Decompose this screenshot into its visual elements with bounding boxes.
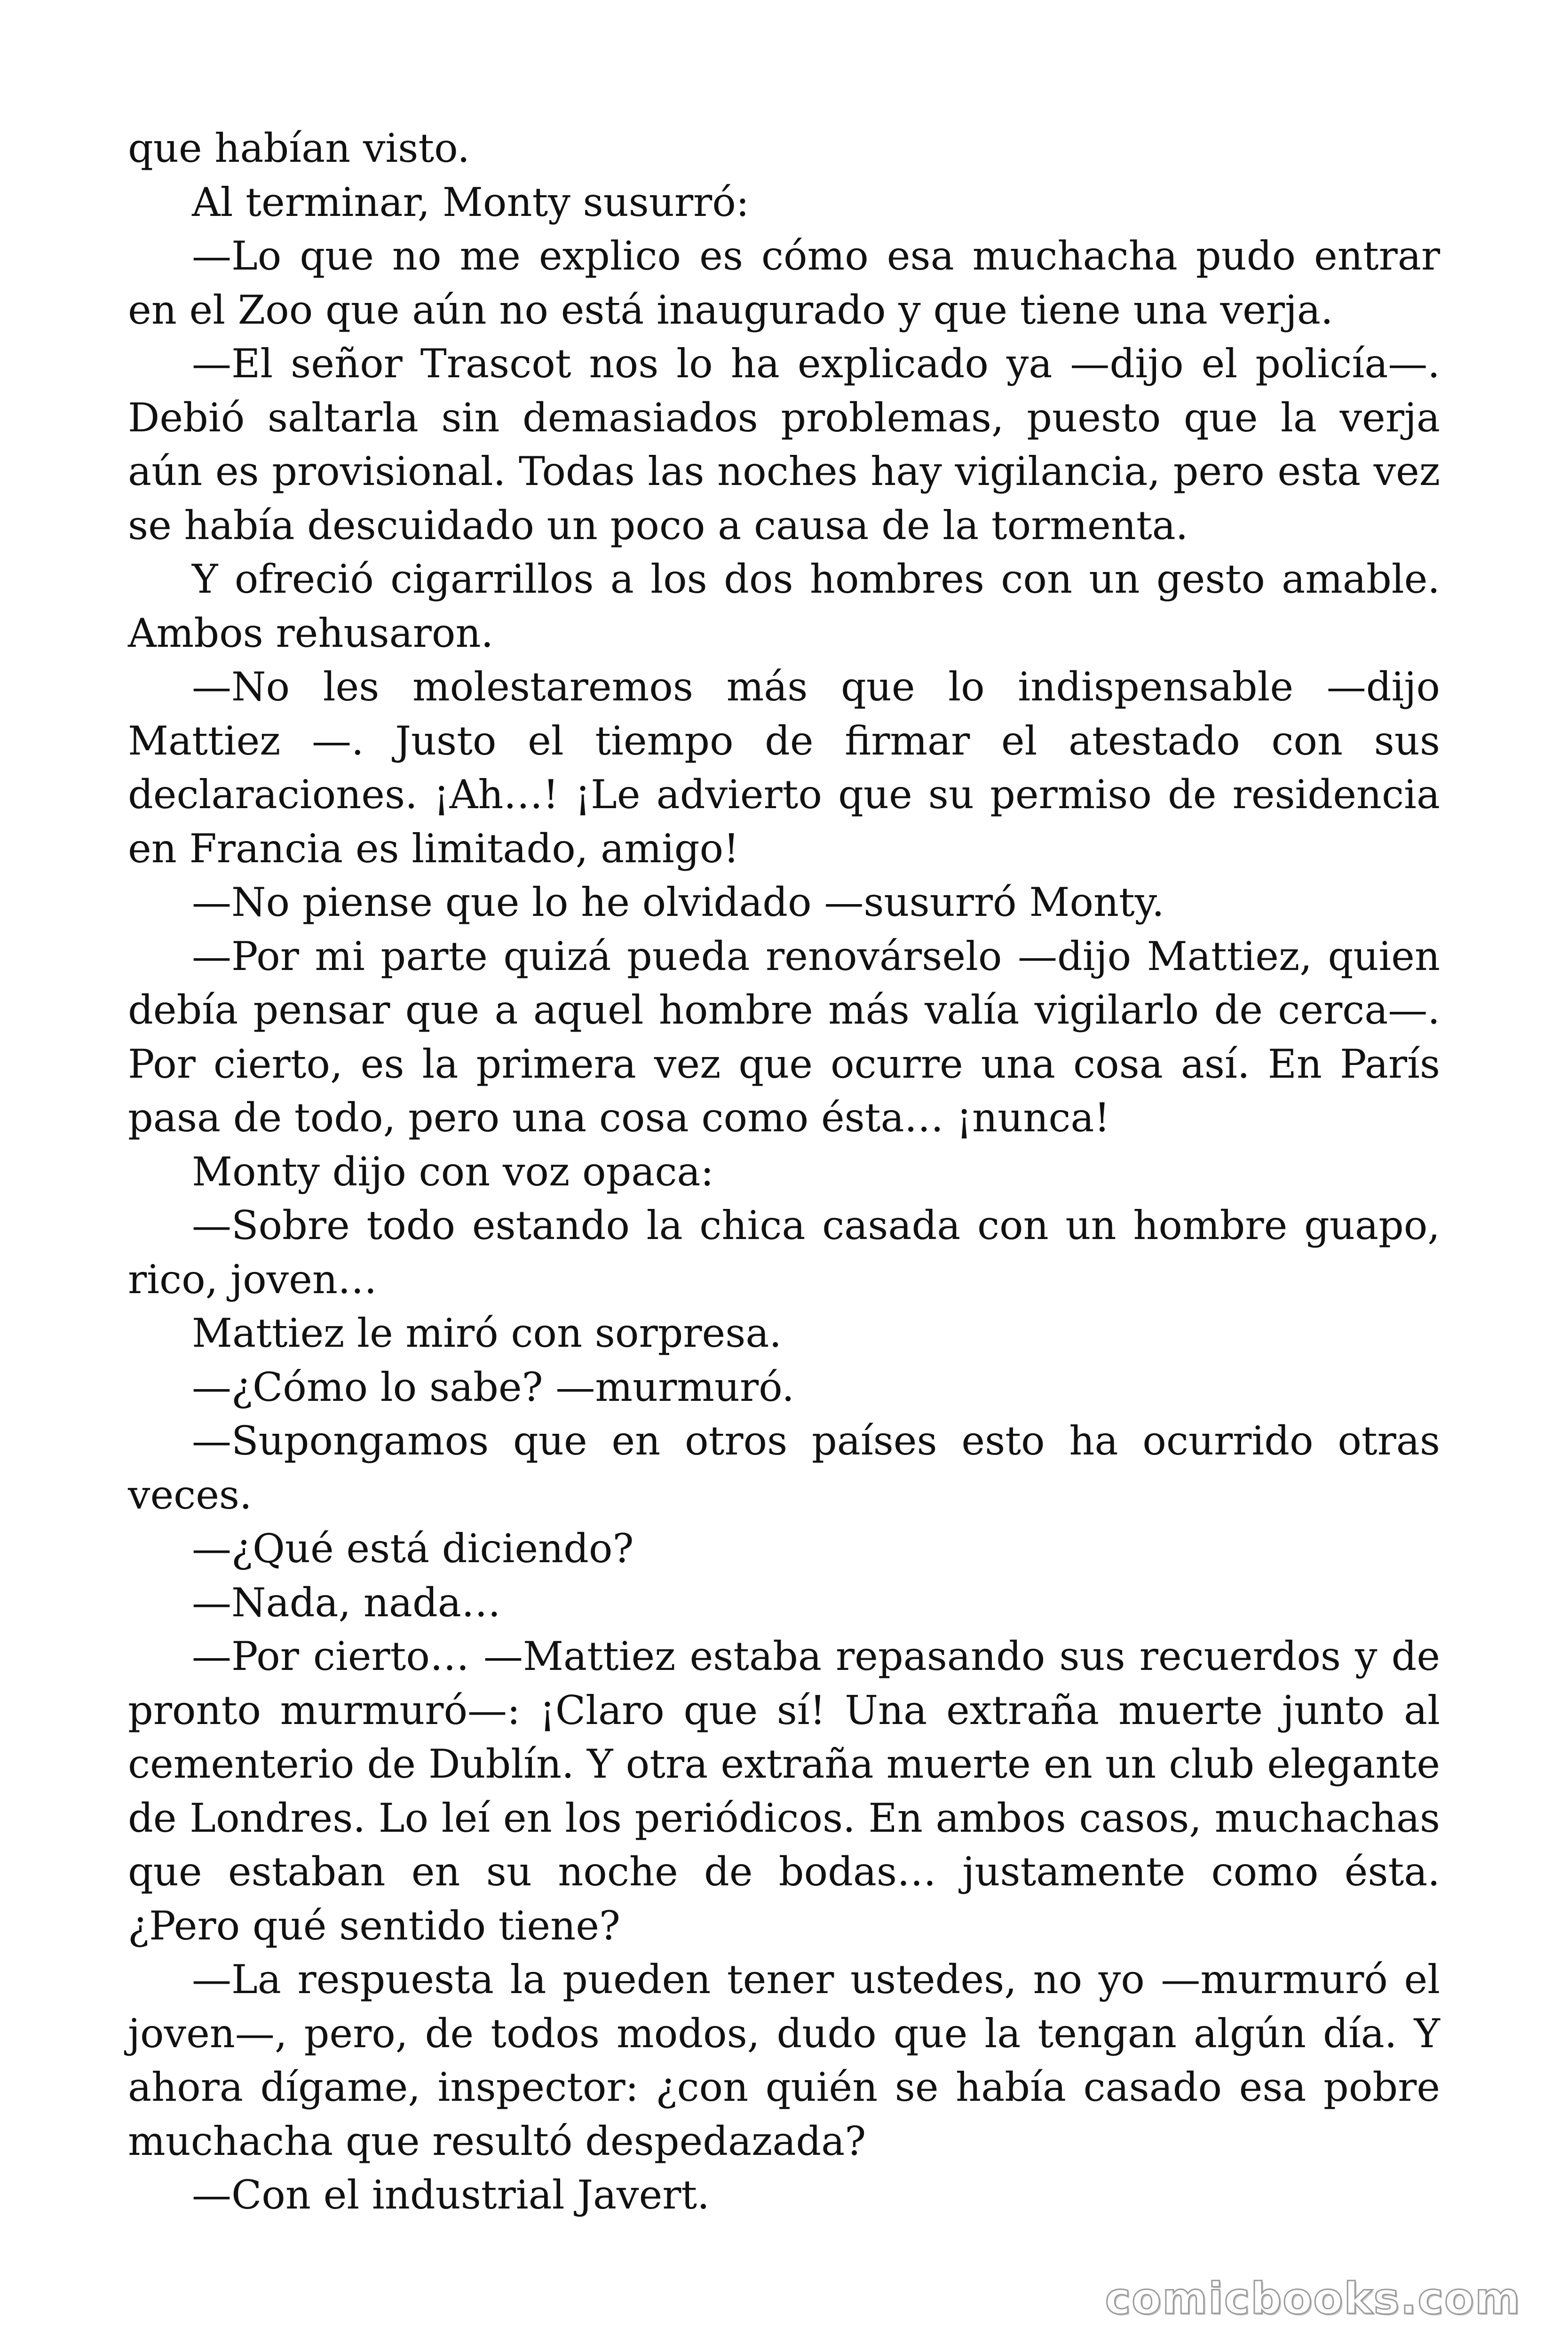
- watermark: comicbooks.com: [1105, 2273, 1521, 2324]
- paragraph: —Lo que no me explico es cómo esa muchacha pudo entrar en el Zoo que aún no está inaugurado y que tiene una verja.: [128, 233, 1440, 333]
- page-body: [128, 121, 1440, 2222]
- paragraph: —No les molestaremos más que lo indispensable —dijo Mattiez —. Justo el tiempo de firmar el atestado con sus declaraciones. ¡Ah…! ¡Le advierto que su permiso de residencia en Francia es limitado, amigo!: [128, 664, 1440, 872]
- paragraph: —Con el industrial Javert.: [192, 2172, 710, 2218]
- paragraph: —Por cierto… —Mattiez estaba repasando sus recuerdos y de pronto murmuró—: ¡Claro que sí! Una extraña muerte junto al cementerio de Dublín. Y otra extraña muerte en un club elegante de Londres. Lo leí en los periódicos. En ambos casos, muchachas que estaban en su noche de bodas… justamente como ésta. ¿Pero qué sentido tiene?: [128, 1633, 1440, 1949]
- paragraph: —¿Qué está diciendo?: [192, 1526, 634, 1572]
- paragraph: —La respuesta la pueden tener ustedes, no yo —murmuró el joven—, pero, de todos modos, dudo que la tengan algún día. Y ahora dígame, inspector: ¿con quién se había casado esa pobre muchacha que resultó despedazada?: [128, 1956, 1440, 2164]
- paragraph: —El señor Trascot nos lo ha explicado ya —dijo el policía—. Debió saltarla sin demasiados problemas, puesto que la verja aún es provisional. Todas las noches hay vigilancia, pero esta vez se había descuidado un poco a causa de la tormenta.: [128, 341, 1440, 548]
- paragraph: —No piense que lo he olvidado —susurró Monty.: [192, 879, 1164, 925]
- paragraph: que habían visto.: [128, 125, 470, 171]
- paragraph: Al terminar, Monty susurró:: [192, 179, 750, 225]
- paragraph: —Por mi parte quizá pueda renovárselo —dijo Mattiez, quien debía pensar que a aquel hombre más valía vigilarlo de cerca—. Por cierto, es la primera vez que ocurre una cosa así. En París pasa de todo, pero una cosa como ésta… ¡nunca!: [128, 933, 1440, 1141]
- paragraph: Mattiez le miró con sorpresa.: [192, 1310, 782, 1356]
- paragraph: —Nada, nada…: [192, 1579, 501, 1626]
- paragraph: Monty dijo con voz opaca:: [192, 1148, 714, 1195]
- paragraph: —Sobre todo estando la chica casada con un hombre guapo, rico, joven…: [128, 1202, 1440, 1303]
- paragraph: Y ofreció cigarrillos a los dos hombres con un gesto amable. Ambos rehusaron.: [128, 556, 1440, 656]
- paragraph: —Supongamos que en otros países esto ha ocurrido otras veces.: [128, 1418, 1440, 1518]
- paragraph: —¿Cómo lo sabe? —murmuró.: [192, 1364, 794, 1410]
